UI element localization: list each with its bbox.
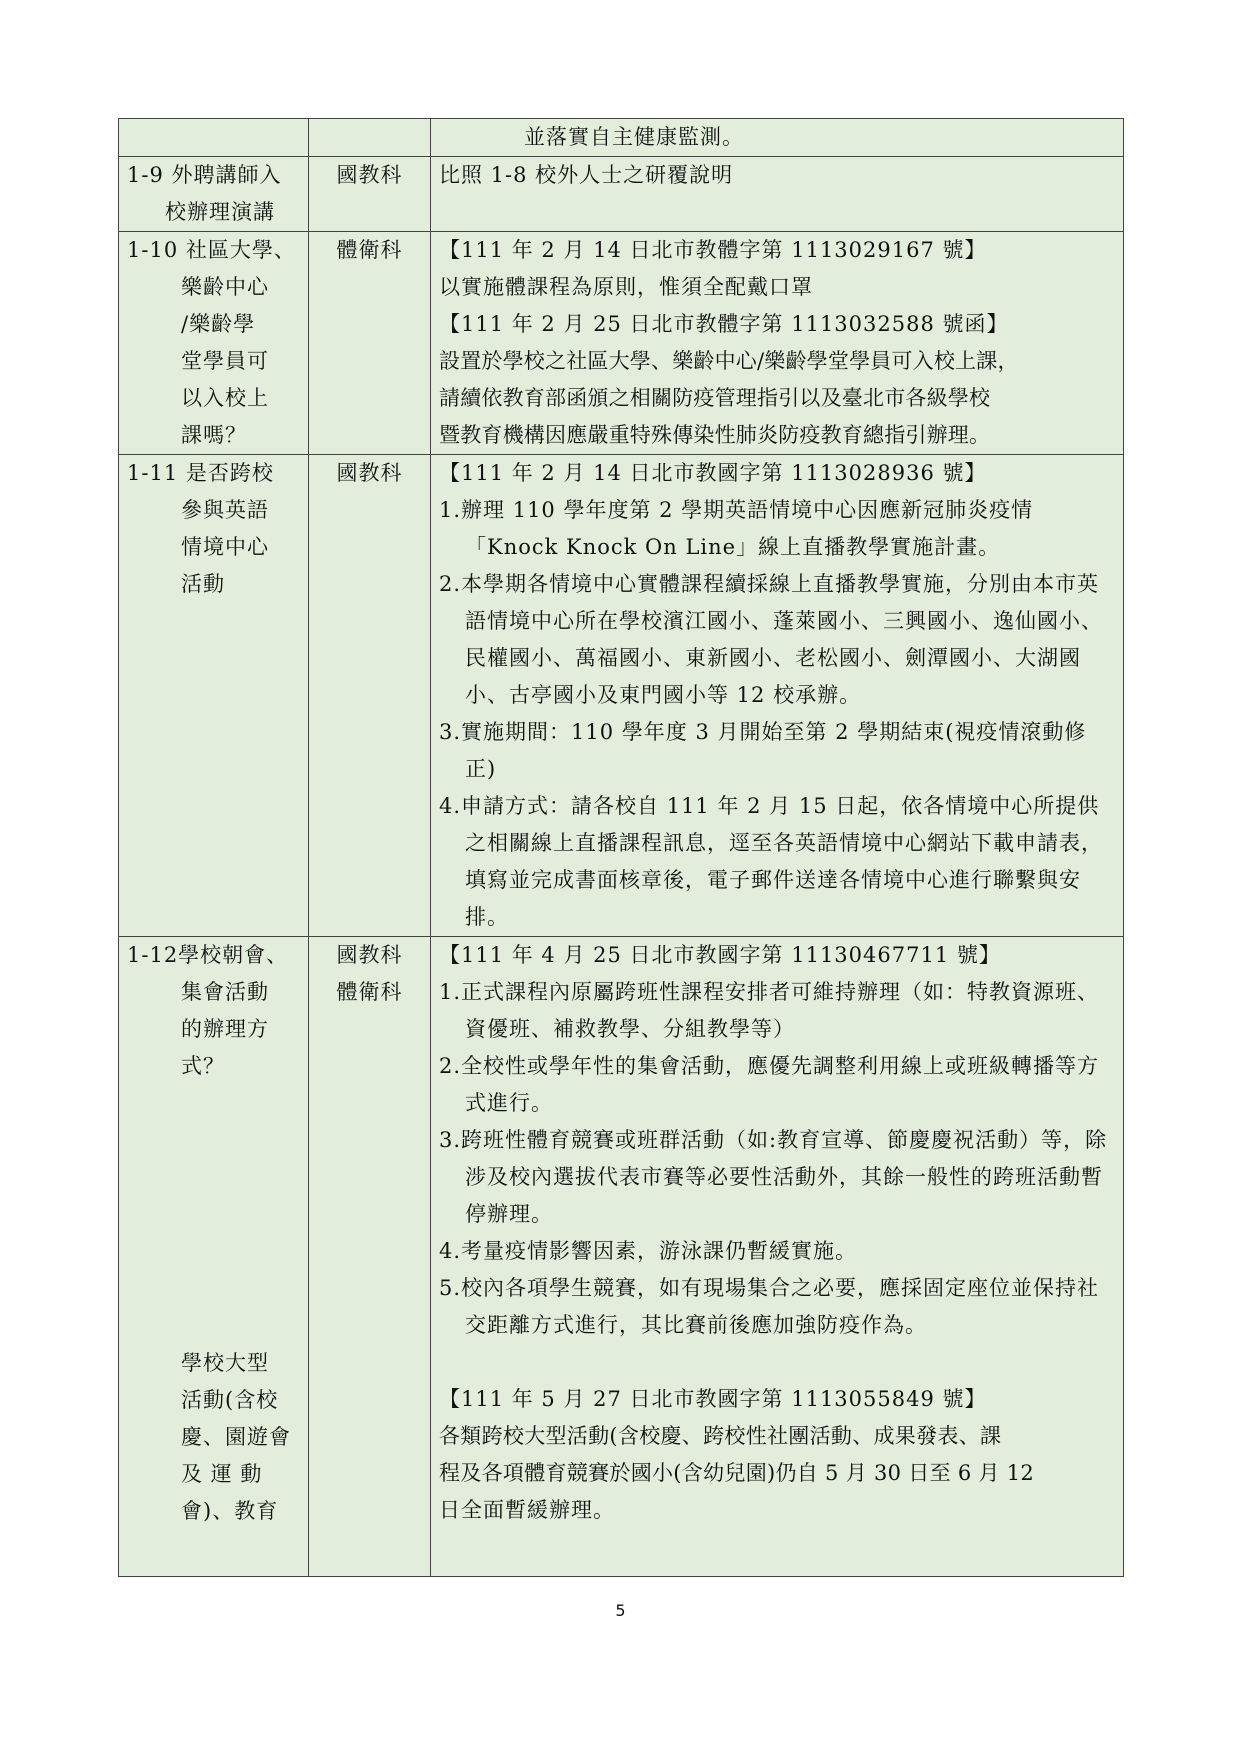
content-line: 暨教育機構因應嚴重特殊傳染性肺炎防疫教育總指引辦理。: [439, 423, 991, 447]
topic-line: 情境中心: [181, 535, 269, 559]
list-item: 3.跨班性體育競賽或班群活動（如:教育宣導、節慶慶祝活動）等，除涉及校內選拔代表市賽等必要性活動外，其餘一般性的跨班活動暫停辦理。: [439, 1128, 1108, 1226]
topic-line: /樂齡學: [181, 312, 256, 336]
topic-line: 校辦理演講: [165, 200, 275, 224]
content-cell: [431, 232, 1124, 455]
content-line: 設置於學校之社區大學、樂齡中心/樂齡學堂學員可入校上課，: [439, 349, 1019, 373]
spacer: [439, 1344, 1115, 1381]
dept-cell: [309, 157, 431, 232]
content-cell: [431, 119, 1124, 157]
topic-line: 1-10 社區大學、: [127, 238, 296, 262]
dept-label: 國教科: [336, 163, 403, 187]
dept-label: 國教科: [336, 943, 403, 967]
list-item: 4.申請方式：請各校自 111 年 2 月 15 日起，依各情境中心所提供之相關線上直播課程訊息，逕至各英語情境中心網站下載申請表，填寫並完成書面核章後，電子郵件送達各情境中心進行聯繫與安排。: [439, 794, 1103, 929]
dept-cell: [309, 232, 431, 455]
dept-cell: [309, 455, 431, 937]
document-reference: 【111 年 2 月 14 日北市教體字第 1113029167 號】: [439, 238, 987, 262]
content-line: 並落實自主健康監測。: [524, 125, 744, 149]
list-item: 3.實施期間：110 學年度 3 月開始至第 2 學期結束(視疫情滾動修正): [439, 720, 1087, 781]
content-cell: [431, 937, 1124, 1577]
content-line: 程及各項體育競賽於國小(含幼兒園)仍自 5 月 30 日至 6 月 12: [439, 1461, 1035, 1485]
content-line: 以實施體課程為原則，惟須全配戴口罩: [439, 275, 813, 299]
topic-line: 堂學員可: [181, 349, 269, 373]
topic-cell: [119, 937, 309, 1577]
document-reference: 【111 年 5 月 27 日北市教國字第 1113055849 號】: [439, 1387, 987, 1411]
topic-line: 集會活動: [181, 980, 269, 1004]
topic-line: 樂齡中心: [181, 275, 269, 299]
content-line: 請續依教育部函頒之相關防疫管理指引以及臺北市各級學校: [439, 386, 991, 410]
topic-cell: [119, 455, 309, 937]
list-item: 5.校內各項學生競賽，如有現場集合之必要，應採固定座位並保持社交距離方式進行，其比賽前後應加強防疫作為。: [439, 1276, 1100, 1337]
topic-line: 參與英語: [181, 498, 269, 522]
topic-line: 1-11 是否跨校: [127, 461, 274, 485]
topic-line: 以入校上: [181, 386, 269, 410]
topic-line: 會)、教育: [181, 1499, 279, 1523]
list-item: 2.全校性或學年性的集會活動，應優先調整利用線上或班級轉播等方式進行。: [439, 1054, 1100, 1115]
document-reference: 【111 年 2 月 25 日北市教體字第 1113032588 號函】: [439, 312, 1009, 336]
content-line: 各類跨校大型活動(含校慶、跨校性社團活動、成果發表、課: [439, 1424, 1002, 1448]
topic-line: 慶、園遊會: [181, 1425, 291, 1449]
content-cell: [431, 455, 1124, 937]
content-cell: [431, 157, 1124, 232]
topic-line: 的辦理方: [181, 1017, 269, 1041]
list-item: 1.辦理 110 學年度第 2 學期英語情境中心因應新冠肺炎疫情「Knock Knock On Line」線上直播教學實施計畫。: [439, 498, 1034, 559]
dept-cell: [309, 119, 431, 157]
topic-line: 課嗎？: [181, 423, 247, 447]
topic-line: 1-9 外聘講師入: [127, 163, 282, 187]
table-row: [119, 937, 1124, 1577]
dept-label: 國教科: [336, 461, 403, 485]
topic-line: 活動: [181, 572, 225, 596]
regulation-table: [118, 118, 1124, 1577]
topic-cell: [119, 119, 309, 157]
topic-cell: [119, 232, 309, 455]
list-item: 2.本學期各情境中心實體課程續採線上直播教學實施，分別由本市英語情境中心所在學校濱江國小、蓬萊國小、三興國小、逸仙國小、民權國小、萬福國小、東新國小、老松國小、劍潭國小、大湖國小、古亭國小及東門國小等 12 校承辦。: [439, 572, 1103, 707]
table-row: [119, 119, 1124, 157]
topic-line: 1-12學校朝會、: [127, 943, 289, 967]
topic-line: 及 運 動: [181, 1462, 263, 1486]
topic-cell: [119, 157, 309, 232]
page-number: 5: [615, 1601, 626, 1620]
dept-cell: [309, 937, 431, 1577]
list-item: 4.考量疫情影響因素，游泳課仍暫緩實施。: [439, 1239, 858, 1263]
dept-label: 體衛科: [336, 238, 403, 262]
table-row: [119, 455, 1124, 937]
topic-line: 活動(含校: [181, 1388, 279, 1412]
topic-line: 學校大型: [181, 1351, 269, 1375]
content-line: 日全面暫緩辦理。: [439, 1498, 615, 1522]
list-item: 1.正式課程內原屬跨班性課程安排者可維持辦理（如：特教資源班、資優班、補救教學、分組教學等）: [439, 980, 1100, 1041]
topic-line: 式？: [181, 1054, 225, 1078]
table-row: [119, 157, 1124, 232]
document-reference: 【111 年 4 月 25 日北市教國字第 11130467711 號】: [439, 943, 1001, 967]
content-line: 比照 1-8 校外人士之研覆說明: [439, 163, 734, 187]
table-row: [119, 232, 1124, 455]
dept-label: 體衛科: [336, 980, 403, 1004]
document-reference: 【111 年 2 月 14 日北市教國字第 1113028936 號】: [439, 461, 987, 485]
